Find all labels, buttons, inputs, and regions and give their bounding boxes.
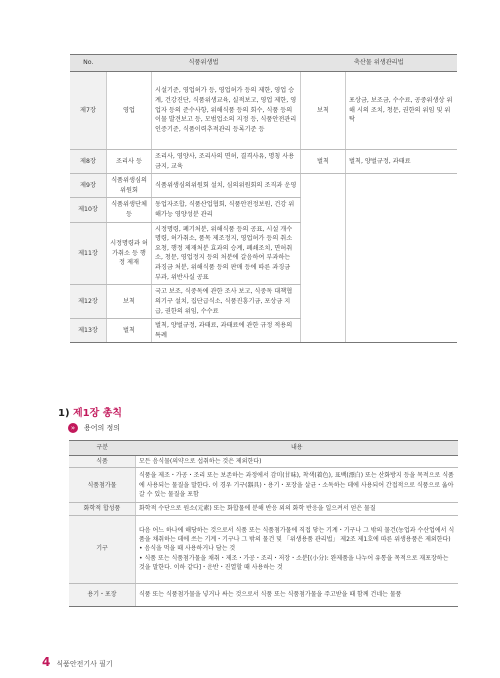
food-act-title: 벌칙 [107, 319, 152, 343]
table-row [69, 583, 458, 606]
table-row [70, 319, 457, 343]
table-row [70, 198, 457, 222]
header-content: 내용 [136, 441, 459, 456]
header-no: No. [70, 55, 107, 72]
food-act-content: 식품위생심의위원회 설치, 심의위원회의 조직과 운영 [152, 174, 301, 198]
double-chevron-icon: » [68, 423, 78, 433]
book-title: 식품안전기사 필기 [56, 660, 113, 668]
chapter-no: 제11장 [70, 222, 107, 285]
header-food-sanitation-act: 식품위생법 [107, 55, 301, 72]
term-definition: 식품을 제조・가공・조리 또는 보존하는 과정에서 감미(甘味), 착색(着色), 표백(漂白) 또는 산화방지 등을 목적으로 식품에 사용되는 물질을 말한다. 이 경우 기구(器具)・용기・포장을 살균・소독하는 데에 사용되어 간접적으로 식품으로 옮아갈 수 있는 물질을 포함 [136, 468, 459, 503]
chapter-no: 제8장 [70, 150, 107, 174]
subsection-title: 용어의 정의 [84, 424, 121, 432]
chapter-no: 제9장 [70, 174, 107, 198]
table-row [69, 503, 458, 515]
livestock-act-title [301, 222, 346, 285]
livestock-act-title [301, 285, 346, 319]
livestock-act-title [301, 174, 346, 198]
chapter-no: 제12장 [70, 285, 107, 319]
table-row [70, 222, 457, 285]
livestock-act-content: 벌칙, 양벌규정, 과태료 [346, 150, 458, 174]
page-footer [42, 655, 113, 669]
food-act-title: 영업 [107, 72, 152, 150]
food-act-content: 시정명령, 폐기처분, 위해식품 등의 공표, 시설 개수명령, 허가취소, 품목 제조정지, 영업허가 등의 취소 요청, 행정 제재처분 효과의 승계, 폐쇄조치, 면허취소, 청문, 영업정지 등의 처분에 갈음하여 부과하는 과징금 처분, 위해식품 등의 판매 등에 따른 과징금 부과, 위반사실 공표 [152, 222, 301, 285]
food-act-title: 식품위생심의위원회 [107, 174, 152, 198]
livestock-act-title: 벌칙 [301, 150, 346, 174]
livestock-act-content [346, 174, 458, 198]
header-livestock-act: 축산물 위생관리법 [301, 55, 458, 72]
term-definition: 화학적 수단으로 원소(元素) 또는 화합물에 분해 반응 외의 화학 반응을 일으켜서 얻은 물질 [136, 503, 459, 515]
food-act-title: 시정명령과 허가취소 등 행정 제재 [107, 222, 152, 285]
chapter-no: 제10장 [70, 198, 107, 222]
table-row [69, 468, 458, 503]
table-row [69, 515, 458, 583]
term-label: 용기・포장 [69, 583, 136, 606]
food-act-title: 식품위생단체 등 [107, 198, 152, 222]
livestock-act-content [346, 285, 458, 319]
food-act-title: 조리사 등 [107, 150, 152, 174]
food-act-content: 국고 보조, 식중독에 관한 조사 보고, 식중독 대책협의기구 설치, 집단급식소, 식품진흥기금, 포상금 지급, 권한의 위임, 수수료 [152, 285, 301, 319]
food-act-content: 시설기준, 영업허가 등, 영업허가 등의 제한, 영업 승계, 건강진단, 식품위생교육, 실적보고, 영업 제한, 영업자 등의 준수사항, 위해식품 등의 회수, 식품 등의 이물 발견보고 등, 모범업소의 지정 등, 식품안전관리인증기준, 식품이력추적관리 등록기준 등 [152, 72, 301, 150]
term-definition: 다음 어느 하나에 해당하는 것으로서 식품 또는 식품첨가물에 직접 닿는 기계・기구나 그 밖의 물건(농업과 수산업에서 식품을 채취하는 데에 쓰는 기계・기구나 그 밖의 물건 및 「위생용품 관리법」 제2조 제1호에 따른 위생용품은 제외한다) • 음식을 먹을 때 사용하거나 담는 것 • 식품 또는 식품첨가물을 채취・제조・가공・조리・저장・소분[(小分): 완제품을 나누어 유통을 목적으로 재포장하는 것을 말한다. 이하 같다]・운반・진열할 때 사용하는 것 [136, 515, 459, 583]
term-label: 기구 [69, 515, 136, 583]
page-number: 4 [42, 655, 51, 669]
term-label: 화학적 합성품 [69, 503, 136, 515]
term-definition: 식품 또는 식품첨가물을 넣거나 싸는 것으로서 식품 또는 식품첨가물을 주고받을 때 함께 건네는 물품 [136, 583, 459, 606]
term-label: 식품첨가물 [69, 468, 136, 503]
livestock-act-title: 보칙 [301, 72, 346, 150]
term-label: 식품 [69, 456, 136, 468]
law-comparison-table [70, 54, 457, 343]
term-definition: 모든 음식물(의약으로 섭취하는 것은 제외한다) [136, 456, 459, 468]
table-row [70, 150, 457, 174]
table-row [70, 174, 457, 198]
livestock-act-content [346, 198, 458, 222]
chapter-no: 제7장 [70, 72, 107, 150]
definitions-table [69, 440, 458, 607]
table-row [69, 456, 458, 468]
table-row [70, 285, 457, 319]
livestock-act-content: 포상금, 보조금, 수수료, 공중위생상 위해 시의 조치, 청문, 권한의 위임 및 위탁 [346, 72, 458, 150]
section-title [58, 404, 122, 419]
table-row [70, 72, 457, 150]
livestock-act-content [346, 222, 458, 285]
livestock-act-title [301, 198, 346, 222]
subsection-heading [68, 423, 120, 433]
section-number: 1) [58, 408, 70, 419]
livestock-act-content [346, 319, 458, 343]
food-act-content: 벌칙, 양벌규정, 과태료, 과태료에 관한 규정 적용의 특례 [152, 319, 301, 343]
food-act-title: 보칙 [107, 285, 152, 319]
chapter-no: 제13장 [70, 319, 107, 343]
food-act-content: 동업자조합, 식품산업협회, 식품안전정보원, 건강 위해가능 영양성분 관리 [152, 198, 301, 222]
header-category: 구분 [69, 441, 136, 456]
section-heading: 제1장 총칙 [73, 408, 123, 419]
food-act-content: 조리사, 영양사, 조리사의 면허, 결격사유, 명칭 사용 금지, 교육 [152, 150, 301, 174]
livestock-act-title [301, 319, 346, 343]
